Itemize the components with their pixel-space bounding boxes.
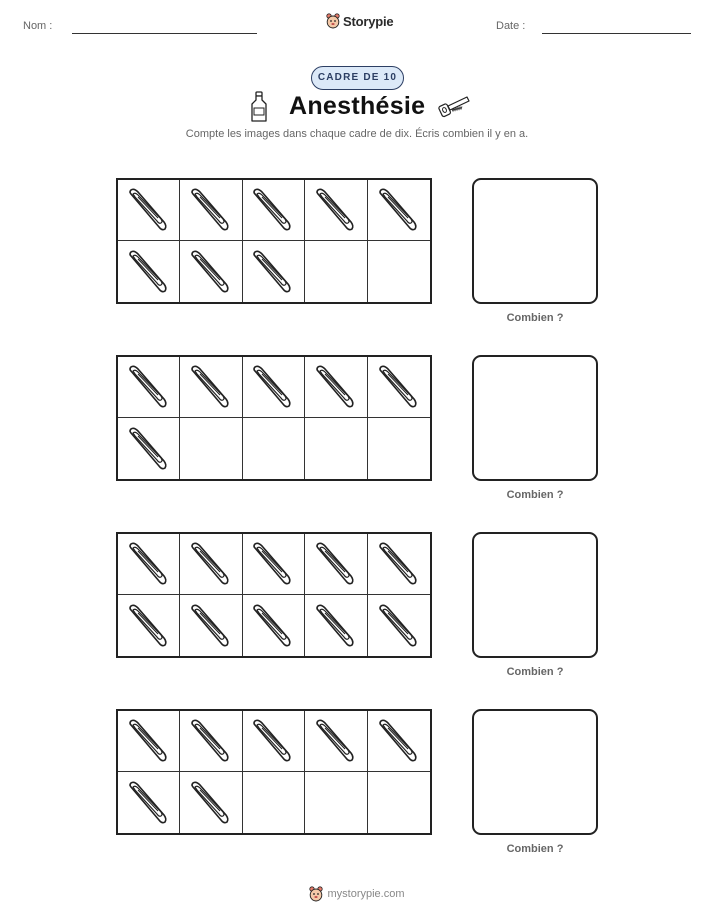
tweezers-icon <box>313 601 359 651</box>
frame-cell <box>180 595 242 656</box>
frame-cell <box>305 534 367 595</box>
frame-cell <box>180 418 242 479</box>
answer-box[interactable] <box>472 532 598 658</box>
tweezers-icon <box>188 778 234 828</box>
tweezers-icon <box>126 362 172 412</box>
frame-cell <box>368 180 430 241</box>
count-prompt: Combien ? <box>506 489 564 501</box>
frame-cell <box>368 534 430 595</box>
ten-frame <box>116 709 432 835</box>
tweezers-icon <box>126 716 172 766</box>
ten-frame <box>116 355 432 481</box>
frame-cell <box>180 534 242 595</box>
bottle-icon <box>250 91 268 123</box>
frame-cell <box>368 772 430 833</box>
tweezers-icon <box>250 539 296 589</box>
tweezers-icon <box>250 716 296 766</box>
tweezers-icon <box>126 424 172 474</box>
tweezers-icon <box>376 716 422 766</box>
tweezers-icon <box>250 185 296 235</box>
frame-cell <box>243 418 305 479</box>
frame-cell <box>180 711 242 772</box>
frame-cell <box>305 711 367 772</box>
frame-cell <box>368 595 430 656</box>
frame-cell <box>180 241 242 302</box>
tweezers-icon <box>126 778 172 828</box>
saw-icon <box>438 94 470 118</box>
frame-cell <box>243 180 305 241</box>
frame-cell <box>180 180 242 241</box>
frame-cell <box>305 595 367 656</box>
frame-cell <box>305 180 367 241</box>
frame-cell <box>368 241 430 302</box>
frame-cell <box>368 418 430 479</box>
storypie-mascot-icon <box>309 886 323 902</box>
footer <box>0 886 714 902</box>
tweezers-icon <box>376 601 422 651</box>
footer-url: mystorypie.com <box>327 888 405 900</box>
frame-cell <box>118 772 180 833</box>
tweezers-icon <box>126 185 172 235</box>
tweezers-icon <box>188 185 234 235</box>
tweezers-icon <box>250 362 296 412</box>
tweezers-icon <box>126 539 172 589</box>
frame-cell <box>180 357 242 418</box>
frame-cell <box>118 418 180 479</box>
name-label: Nom : <box>23 20 53 32</box>
count-prompt: Combien ? <box>506 843 564 855</box>
frame-cell <box>368 357 430 418</box>
frame-cell <box>243 534 305 595</box>
storypie-mascot-icon <box>326 13 340 29</box>
frame-cell <box>305 357 367 418</box>
frame-cell <box>118 711 180 772</box>
brand-name: Storypie <box>343 13 394 29</box>
tweezers-icon <box>188 362 234 412</box>
frame-cell <box>118 534 180 595</box>
worksheet-type-badge: CADRE DE 10 <box>311 66 404 90</box>
tweezers-icon <box>376 362 422 412</box>
tweezers-icon <box>188 247 234 297</box>
frame-cell <box>118 180 180 241</box>
frame-cell <box>305 241 367 302</box>
frame-cell <box>243 357 305 418</box>
frame-cell <box>118 357 180 418</box>
frame-cell <box>243 711 305 772</box>
date-line[interactable] <box>542 33 691 34</box>
tweezers-icon <box>313 539 359 589</box>
tweezers-icon <box>313 716 359 766</box>
frame-cell <box>243 241 305 302</box>
frame-cell <box>180 772 242 833</box>
tweezers-icon <box>250 601 296 651</box>
tweezers-icon <box>188 601 234 651</box>
count-prompt: Combien ? <box>506 312 564 324</box>
tweezers-icon <box>188 716 234 766</box>
name-line[interactable] <box>72 33 257 34</box>
brand-logo <box>326 13 393 29</box>
count-prompt: Combien ? <box>506 666 564 678</box>
frame-cell <box>243 595 305 656</box>
tweezers-icon <box>126 247 172 297</box>
frame-cell <box>305 772 367 833</box>
frame-cell <box>243 772 305 833</box>
tweezers-icon <box>313 185 359 235</box>
title-row <box>0 90 714 128</box>
tweezers-icon <box>250 247 296 297</box>
ten-frame <box>116 178 432 304</box>
page-title: Anesthésie <box>289 92 426 120</box>
answer-box[interactable] <box>472 178 598 304</box>
date-label: Date : <box>496 20 526 32</box>
frame-cell <box>368 711 430 772</box>
frame-cell <box>118 241 180 302</box>
frame-cell <box>118 595 180 656</box>
tweezers-icon <box>188 539 234 589</box>
instructions: Compte les images dans chaque cadre de dix. Écris combien il y en a. <box>185 128 529 140</box>
answer-box[interactable] <box>472 709 598 835</box>
tweezers-icon <box>126 601 172 651</box>
tweezers-icon <box>376 185 422 235</box>
tweezers-icon <box>376 539 422 589</box>
ten-frame <box>116 532 432 658</box>
answer-box[interactable] <box>472 355 598 481</box>
tweezers-icon <box>313 362 359 412</box>
frame-cell <box>305 418 367 479</box>
